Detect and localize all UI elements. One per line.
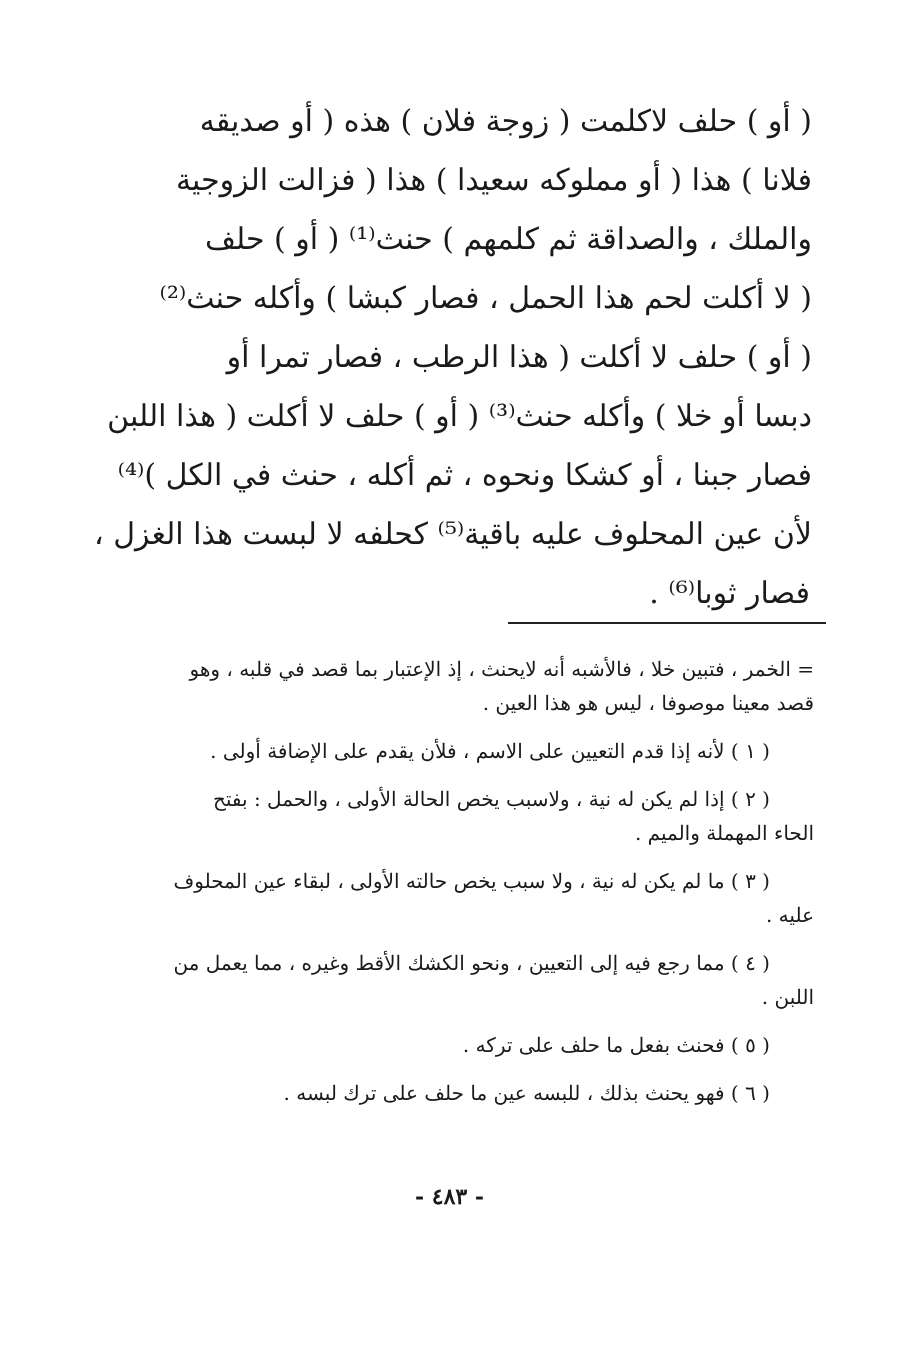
text-line: فصار جبنا ، أو كشكا ونحوه ، ثم أكله ، حنث في الكل )⁽⁴⁾	[117, 458, 812, 493]
text-line: ( لا أكلت لحم هذا الحمل ، فصار كبشا ) وأكله حنث⁽²⁾	[159, 281, 812, 316]
page-number: - ٤٨٣ -	[414, 1184, 485, 1210]
text-line: والملك ، والصداقة ثم كلمهم ) حنث⁽¹⁾ ( أو ) حلف	[204, 222, 812, 257]
text-line: فصار ثوبا⁽⁶⁾ .	[649, 576, 810, 611]
footnote-1: ( ١ ) لأنه إذا قدم التعيين على الاسم ، فلأن يقدم على الإضافة أولى .	[210, 739, 770, 763]
text-line: ( أو ) حلف لا أكلت ( هذا الرطب ، فصار تمرا أو	[226, 340, 812, 375]
text-line: لأن عين المحلوف عليه باقية⁽⁵⁾ كحلفه لا لبست هذا الغزل ،	[94, 517, 812, 552]
footnote-line: اللبن .	[761, 985, 814, 1009]
footnote-5: ( ٥ ) فحنث بفعل ما حلف على تركه .	[462, 1033, 770, 1057]
footnote-line: الحاء المهملة والميم .	[634, 821, 814, 845]
footnote-3: ( ٣ ) ما لم يكن له نية ، ولا سبب يخص حالته الأولى ، لبقاء عين المحلوف	[173, 869, 770, 893]
text-line: فلانا ) هذا ( أو مملوكه سعيدا ) هذا ( فزالت الزوجية	[175, 163, 812, 198]
text-line: دبسا أو خلا ) وأكله حنث⁽³⁾ ( أو ) حلف لا أكلت ( هذا اللبن	[107, 399, 812, 434]
footnote-line: عليه .	[765, 903, 814, 927]
footnotes	[88, 652, 814, 1110]
footnote-line: قصد معينا موصوفا ، ليس هو هذا العين .	[482, 691, 814, 715]
footnote-2: ( ٢ ) إذا لم يكن له نية ، ولاسبب يخص الحالة الأولى ، والحمل : بفتح	[212, 787, 770, 811]
footnote-4: ( ٤ ) مما رجع فيه إلى التعيين ، ونحو الكشك الأقط وغيره ، مما يعمل من	[173, 951, 770, 975]
footnote-line: = الخمر ، فتبين خلا ، فالأشبه أنه لايحنث ، إذ الإعتبار بما قصد في قلبه ، وهو	[189, 657, 814, 681]
footnote-6: ( ٦ ) فهو يحنث بذلك ، للبسه عين ما حلف على ترك لبسه .	[283, 1081, 770, 1105]
footnote-divider	[508, 622, 826, 624]
main-text	[88, 92, 812, 623]
text-line: ( أو ) حلف لاكلمت ( زوجة فلان ) هذه ( أو صديقه	[199, 104, 812, 139]
